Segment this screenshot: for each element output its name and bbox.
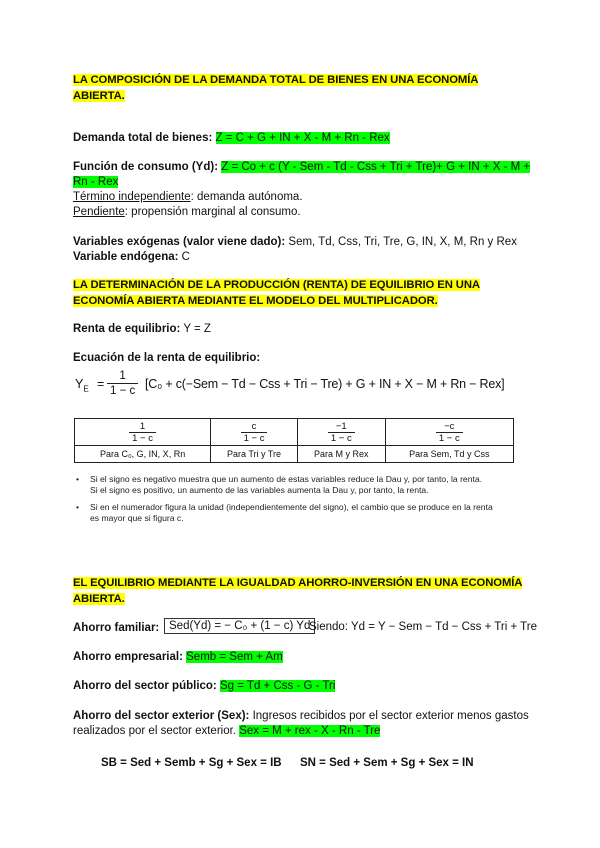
equilibrium-equation <box>73 368 543 404</box>
eq-num: 1 <box>107 369 138 384</box>
endog-label: Variable endógena: <box>73 251 179 263</box>
consumo-formula-line1: Z = Co + c (Y - Sem - Td - Css + Tri + Tre)+ G + IN + X - M + <box>221 161 531 173</box>
fraction-cell <box>297 419 385 446</box>
demand-label: Demanda total de bienes: <box>73 132 213 144</box>
sn-formula: SN = Sed + Sem + Sg + Sex = IN <box>300 757 474 769</box>
label-cell: Para Tri y Tre <box>211 446 298 463</box>
eq-fraction <box>107 369 138 398</box>
ecuacion-label: Ecuación de la renta de equilibrio: <box>73 352 261 364</box>
multiplier-table <box>74 418 514 463</box>
frac-num: 1 <box>129 421 156 433</box>
renta-text: Y = Z <box>180 323 211 335</box>
consumo-row <box>73 160 543 190</box>
bullet-line: Si en el numerador figura la unidad (independientemente del signo), el cambio que se produce en la renta <box>90 502 493 512</box>
section2-heading-line2: ECONOMÍA ABIERTA MEDIANTE EL MODELO DEL MULTIPLICADOR. <box>73 295 438 307</box>
fraction-cell <box>211 419 298 446</box>
exterior-formula: Sex = M + rex - X - Rn - Tre <box>239 725 381 737</box>
frac-num: c <box>241 421 268 433</box>
termino-label: Término independiente <box>73 191 191 203</box>
consumo-label: Función de consumo (Yd): <box>73 161 219 173</box>
exog-text: Sem, Td, Css, Tri, Tre, G, IN, X, M, Rn y Rex <box>285 236 517 248</box>
pendiente-label: Pendiente <box>73 206 125 218</box>
endog-text: C <box>178 251 190 263</box>
fraction-cell <box>385 419 513 446</box>
section2-heading-line1: LA DETERMINACIÓN DE LA PRODUCCIÓN (RENTA) DE EQUILIBRIO EN UNA <box>73 279 480 291</box>
label-cell: Para Sem, Td y Css <box>385 446 513 463</box>
empresarial-label: Ahorro empresarial: <box>73 651 183 663</box>
section3-heading-line2: ABIERTA. <box>73 593 125 605</box>
bullet-item <box>76 474 536 498</box>
demand-formula: Z = C + G + IN + X - M + Rn - Rex <box>215 132 390 144</box>
multiplier-table-wrap <box>74 418 514 463</box>
eq-rhs: [C₀ + c(−Sem − Td − Css + Tri − Tre) + G + IN + X − M + Rn − Rex] <box>145 377 505 391</box>
section1-heading-line1: LA COMPOSICIÓN DE LA DEMANDA TOTAL DE BIENES EN UNA ECONOMÍA <box>73 74 479 86</box>
exog-label: Variables exógenas (valor viene dado): <box>73 236 286 248</box>
frac-num: −c <box>436 421 463 433</box>
bullet-line: Si el signo es positivo, un aumento de las variables aumenta la Dau y, por tanto, la renta. <box>90 485 429 495</box>
eq-lhs: Y <box>75 377 84 391</box>
fraction-cell <box>75 419 211 446</box>
renta-label: Renta de equilibrio: <box>73 323 181 335</box>
frac-den: 1 − c <box>438 432 460 444</box>
section2-heading <box>73 277 480 309</box>
exterior-label: Ahorro del sector exterior (Sex): <box>73 710 250 722</box>
bullet-line: Si el signo es negativo muestra que un aumento de estas variables reduce la Dau y, por tanto, la renta. <box>90 474 483 484</box>
label-row <box>75 446 514 463</box>
pendiente-row <box>73 205 301 220</box>
bullet-dot: • <box>76 474 80 484</box>
siendo-text: Siendo: Yd = Y − Sem − Td − Css + Tri + Tre <box>309 621 538 633</box>
familiar-label: Ahorro familiar: <box>73 622 160 634</box>
bullet-item <box>76 502 536 526</box>
frac-num: −1 <box>328 421 355 433</box>
section3-heading <box>73 575 522 607</box>
publico-row <box>73 679 335 694</box>
publico-label: Ahorro del sector público: <box>73 680 217 692</box>
label-cell: Para M y Rex <box>297 446 385 463</box>
exterior-text-line1: Ingresos recibidos por el sector exterior menos gastos <box>249 710 529 722</box>
fraction-row <box>75 419 514 446</box>
section1-heading <box>73 72 478 104</box>
exog-row <box>73 235 517 250</box>
consumo-formula-line2: Rn - Rex <box>73 176 119 188</box>
termino-text: : demanda autónoma. <box>190 191 303 203</box>
pendiente-text: : propensión marginal al consumo. <box>124 206 301 218</box>
label-cell: Para C₀, G, IN, X, Rn <box>75 446 211 463</box>
eq-den: 1 − c <box>110 385 136 397</box>
sb-formula: SB = Sed + Semb + Sg + Sex = IB <box>101 757 282 769</box>
frac-den: 1 − c <box>132 432 153 444</box>
endog-row <box>73 250 190 265</box>
publico-formula: Sg = Td + Css - G - Tri <box>219 680 336 692</box>
termino-row <box>73 190 303 205</box>
section1-heading-line2: ABIERTA. <box>73 90 125 102</box>
frac-den: 1 − c <box>330 432 352 444</box>
exterior-row <box>73 709 543 739</box>
demand-row <box>73 131 390 146</box>
exterior-text-line2: realizados por el sector exterior. <box>73 725 240 737</box>
eq-equals: = <box>97 377 105 391</box>
familiar-formula: Sed(Yd) = − C₀ + (1 − c) Yd <box>164 618 315 634</box>
empresarial-formula: Semb = Sem + Am <box>186 651 283 663</box>
eq-sub: E <box>83 384 89 394</box>
empresarial-row <box>73 650 283 665</box>
bullet-dot: • <box>76 502 80 512</box>
bullet-line: es mayor que si figura c. <box>90 513 184 523</box>
frac-den: 1 − c <box>243 432 265 444</box>
section3-heading-line1: EL EQUILIBRIO MEDIANTE LA IGUALDAD AHORRO-INVERSIÓN EN UNA ECONOMÍA <box>73 577 523 589</box>
renta-row <box>73 322 211 337</box>
